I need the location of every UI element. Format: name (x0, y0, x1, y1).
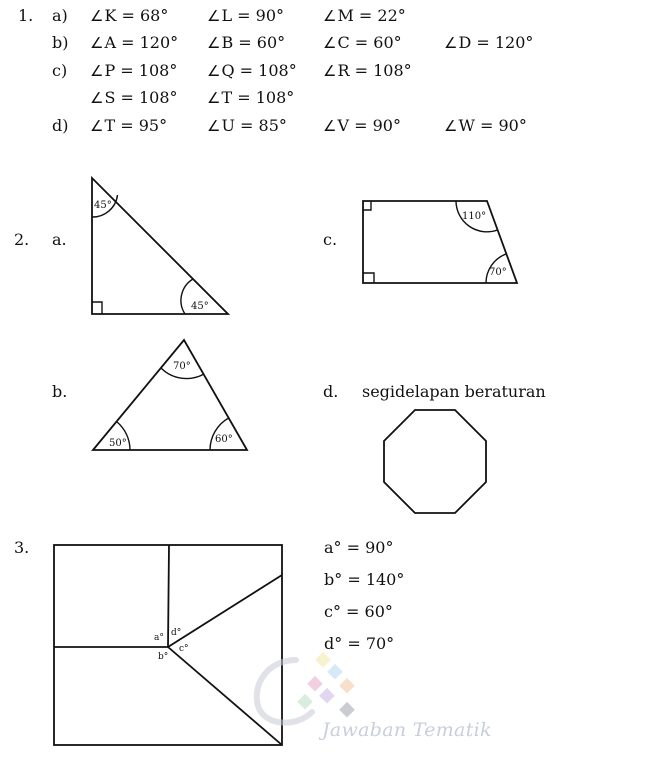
q3-answer-d: d° = 70° (324, 634, 395, 653)
q2-number: 2. (14, 230, 30, 249)
watermark-text: Jawaban Tematik (322, 719, 492, 741)
q1-a-angle-m: ∠ M = 22° (323, 7, 406, 25)
q2-a-label: a. (52, 230, 67, 249)
quadrilateral-c-angle-bottom: 70° (489, 267, 507, 278)
q1-b-angle-a: ∠ A = 120° (90, 34, 178, 52)
q3-answer-a: a° = 90° (324, 538, 394, 557)
q3-answer-b: b° = 140° (324, 570, 405, 589)
q1-row-c-label: c) (52, 61, 68, 80)
square-figure (54, 545, 282, 745)
q1-c-angle-r: ∠ R = 108° (323, 62, 412, 80)
q1-number: 1. (18, 6, 34, 25)
q1-d-angle-w: ∠ W = 90° (444, 117, 527, 135)
triangle-a-angle-top: 45° (94, 200, 112, 211)
q3-answer-c: c° = 60° (324, 602, 393, 621)
q1-c-angle-s: ∠ S = 108° (90, 89, 178, 107)
triangle-b-angle-top: 70° (173, 361, 191, 372)
square-angle-b: b° (158, 652, 169, 662)
q1-d-angle-v: ∠ V = 90° (323, 117, 401, 135)
q3-number: 3. (14, 538, 30, 557)
q1-row-d-label: d) (52, 116, 69, 135)
triangle-a-figure (92, 178, 228, 314)
q1-row-a-label: a) (52, 6, 68, 25)
square-angle-a: a° (154, 633, 164, 643)
triangle-a-angle-right: 45° (191, 301, 209, 312)
square-angle-c: c° (179, 644, 189, 654)
q2-c-label: c. (323, 230, 338, 249)
watermark-logo (257, 652, 355, 723)
q2-d-caption: segidelapan beraturan (362, 382, 546, 401)
q1-a-angle-k: ∠ K = 68° (90, 7, 168, 25)
octagon-d-figure (384, 410, 486, 513)
triangle-b-angle-left: 50° (109, 438, 127, 449)
q1-b-angle-b: ∠ B = 60° (207, 34, 285, 52)
q1-b-angle-c: ∠ C = 60° (323, 34, 402, 52)
q2-b-label: b. (52, 382, 68, 401)
q2-d-label: d. (323, 382, 339, 401)
q1-b-angle-d: ∠ D = 120° (444, 34, 533, 52)
q1-row-b-label: b) (52, 33, 69, 52)
triangle-b-angle-right: 60° (215, 434, 233, 445)
q1-d-angle-t: ∠ T = 95° (90, 117, 167, 135)
q1-c-angle-q: ∠ Q = 108° (207, 62, 297, 80)
q1-c-angle-t: ∠ T = 108° (207, 89, 294, 107)
square-angle-d: d° (171, 628, 182, 638)
q1-a-angle-l: ∠ L = 90° (207, 7, 284, 25)
q1-c-angle-p: ∠ P = 108° (90, 62, 177, 80)
quadrilateral-c-angle-top: 110° (462, 211, 487, 222)
q1-d-angle-u: ∠ U = 85° (207, 117, 287, 135)
